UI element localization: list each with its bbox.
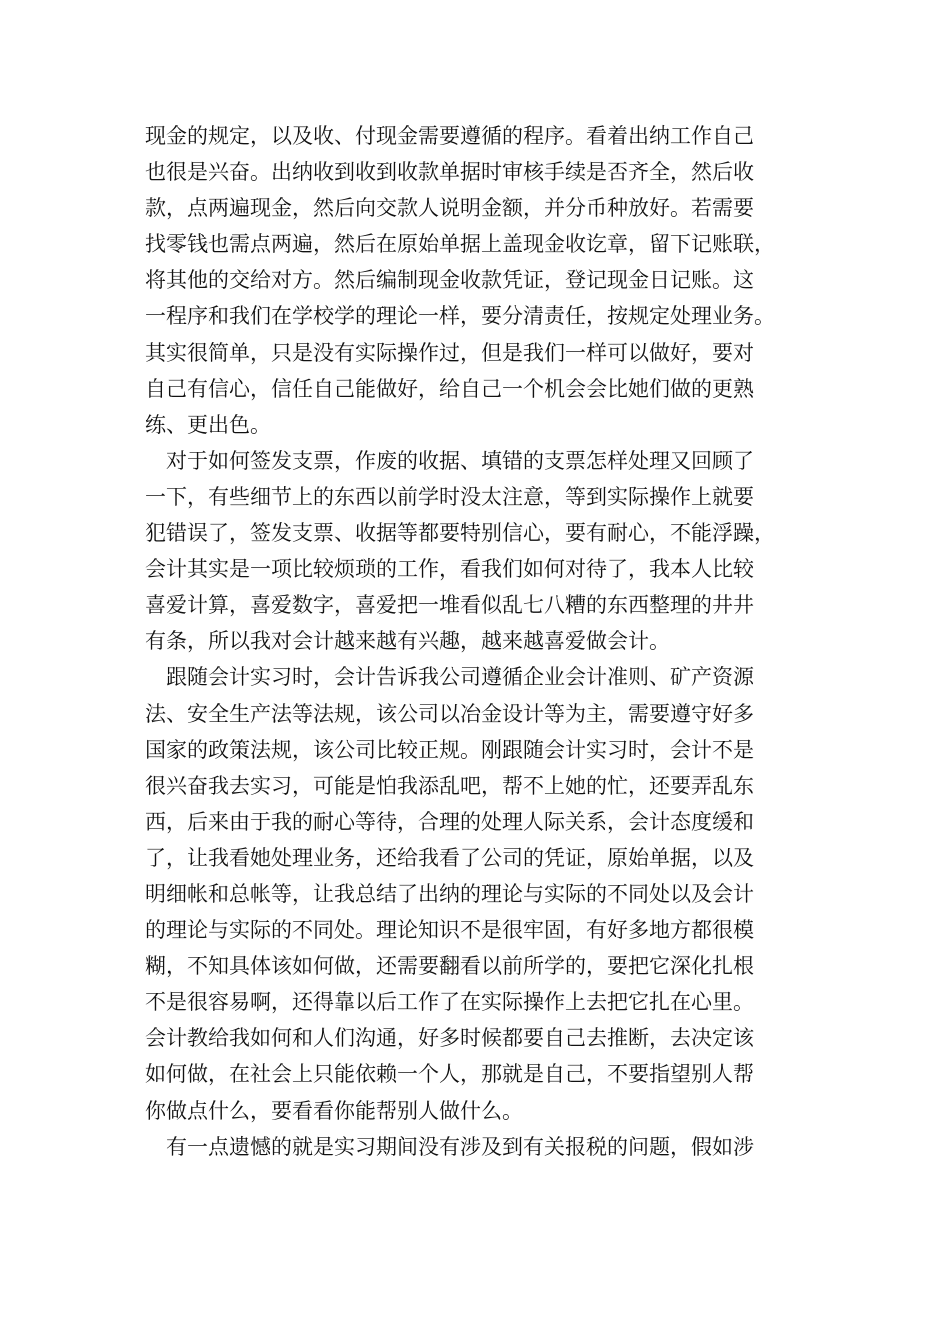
text-line: 会计其实是一项比较烦琐的工作，看我们如何对待了，我本人比较 bbox=[145, 557, 754, 582]
text-line: 自己有信心，信任自己能做好，给自己一个机会会比她们做的更熟 bbox=[145, 376, 754, 401]
text-line: 也很是兴奋。出纳收到收到收款单据时审核手续是否齐全，然后收 bbox=[145, 160, 754, 185]
text-line: 国家的政策法规，该公司比较正规。刚跟随会计实习时，会计不是 bbox=[145, 737, 754, 762]
text-line: 糊，不知具体该如何做，还需要翻看以前所学的，要把它深化扎根 bbox=[145, 954, 754, 979]
text-line: 明细帐和总帐等，让我总结了出纳的理论与实际的不同处以及会计 bbox=[145, 881, 754, 906]
text-line: 的理论与实际的不同处。理论知识不是很牢固，有好多地方都很模 bbox=[145, 918, 754, 943]
text-line: 犯错误了，签发支票、收据等都要特别信心，要有耐心，不能浮躁， bbox=[145, 521, 775, 546]
text-line: 找零钱也需点两遍，然后在原始单据上盖现金收讫章，留下记账联， bbox=[145, 232, 775, 257]
text-line: 现金的规定，以及收、付现金需要遵循的程序。看着出纳工作自己 bbox=[145, 124, 754, 148]
text-line: 有条，所以我对会计越来越有兴趣，越来越喜爱做会计。 bbox=[145, 629, 670, 654]
text-line: 很兴奋我去实习，可能是怕我添乱吧，帮不上她的忙，还要弄乱东 bbox=[145, 773, 754, 798]
text-line: 将其他的交给对方。然后编制现金收款凭证，登记现金日记账。这 bbox=[145, 268, 754, 293]
text-line: 对于如何签发支票，作废的收据、填错的支票怎样处理又回顾了 bbox=[166, 448, 754, 473]
text-line: 款，点两遍现金，然后向交款人说明金额，并分币种放好。若需要 bbox=[145, 196, 754, 221]
text-line: 喜爱计算，喜爱数字，喜爱把一堆看似乱七八糟的东西整理的井井 bbox=[145, 593, 754, 618]
text-line: 有一点遗憾的就是实习期间没有涉及到有关报税的问题，假如涉 bbox=[166, 1134, 754, 1159]
document-body bbox=[145, 118, 805, 1165]
text-line: 法、安全生产法等法规，该公司以冶金设计等为主，需要遵守好多 bbox=[145, 701, 754, 726]
text-line: 不是很容易啊，还得靠以后工作了在实际操作上去把它扎在心里。 bbox=[145, 990, 754, 1015]
text-line: 西，后来由于我的耐心等待，合理的处理人际关系，会计态度缓和 bbox=[145, 809, 754, 834]
text-line: 会计教给我如何和人们沟通，好多时候都要自己去推断，去决定该 bbox=[145, 1026, 754, 1051]
text-line: 其实很简单，只是没有实际操作过，但是我们一样可以做好，要对 bbox=[145, 340, 754, 365]
text-line: 了，让我看她处理业务，还给我看了公司的凭证，原始单据，以及 bbox=[145, 845, 754, 870]
text-line: 你做点什么，要看看你能帮别人做什么。 bbox=[145, 1098, 523, 1123]
text-line: 一程序和我们在学校学的理论一样，要分清责任，按规定处理业务。 bbox=[145, 304, 775, 329]
text-line: 跟随会计实习时，会计告诉我公司遵循企业会计准则、矿产资源 bbox=[166, 665, 754, 690]
text-line: 一下，有些细节上的东西以前学时没太注意，等到实际操作上就要 bbox=[145, 484, 754, 509]
text-line: 练、更出色。 bbox=[145, 412, 271, 437]
text-line: 如何做，在社会上只能依赖一个人，那就是自己，不要指望别人帮 bbox=[145, 1062, 754, 1087]
